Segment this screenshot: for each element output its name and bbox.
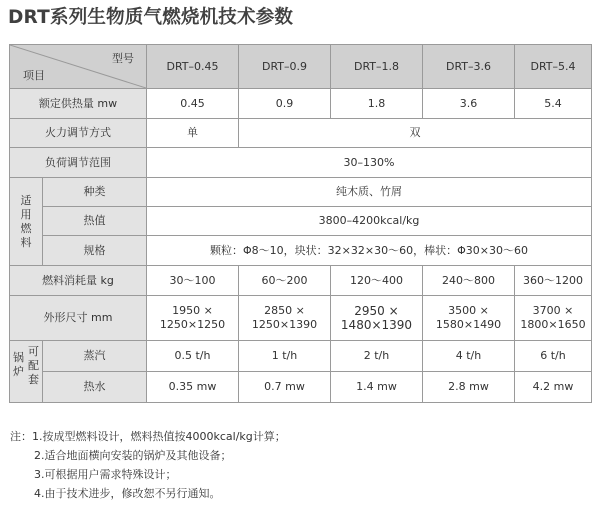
table-row [10,236,592,266]
table-cell: 5.4 [515,89,592,119]
table-cell: 1 t/h [239,341,331,372]
table-cell: 4 t/h [423,341,515,372]
table-cell: 0.9 [239,89,331,119]
table-cell: 30–130% [147,148,592,178]
table-cell: 4.2 mw [515,372,592,403]
table-row [10,178,592,207]
table-row [10,119,592,148]
row-label-calorific: 热值 [43,207,147,236]
table-cell: 2850 × 1250×1390 [239,296,331,341]
table-cell: 0.5 t/h [147,341,239,372]
table-cell: 单 [147,119,239,148]
table-cell: 2 t/h [331,341,423,372]
table-cell: 2.8 mw [423,372,515,403]
notes [10,427,286,503]
table-cell: 3.6 [423,89,515,119]
note-line: 4.由于技术进步，修改恕不另行通知。 [34,487,221,500]
row-label-dimensions: 外形尺寸 mm [10,296,147,341]
header-row [10,45,592,89]
table-cell: 240～800 [423,266,515,296]
row-label-steam: 蒸汽 [43,341,147,372]
row-label-load: 负荷调节范围 [10,148,147,178]
table-cell: 1.4 mw [331,372,423,403]
table-row [10,207,592,236]
table-row [10,89,592,119]
table-row [10,341,592,372]
row-label-water: 热水 [43,372,147,403]
table-cell: 0.45 [147,89,239,119]
header-corner-cell [10,45,147,89]
row-label-spec: 规格 [43,236,147,266]
table-cell: 纯木质、竹屑 [147,178,592,207]
table-cell: 6 t/h [515,341,592,372]
row-label-fire: 火力调节方式 [10,119,147,148]
table-cell: 颗粒：Φ8～10，块状：32×32×30～60，棒状：Φ30×30～60 [147,236,592,266]
item-label: 项目 [23,69,45,82]
page-title: DRT系列生物质气燃烧机技术参数 [8,7,294,28]
table-cell: 双 [239,119,592,148]
model-header: DRT–0.9 [239,45,331,89]
model-header: DRT–5.4 [515,45,592,89]
note-line: 2.适合地面横向安装的锅炉及其他设备； [34,449,232,462]
fuel-group-label: 适 用 燃 料 [10,178,43,266]
table-row [10,148,592,178]
table-cell: 120～400 [331,266,423,296]
spec-table [9,44,592,403]
table-cell: 360～1200 [515,266,592,296]
table-row [10,372,592,403]
table-cell: 3800–4200kcal/kg [147,207,592,236]
table-cell: 1950 × 1250×1250 [147,296,239,341]
row-label-heat: 额定供热量 mw [10,89,147,119]
table-cell: 0.35 mw [147,372,239,403]
table-cell: 3700 × 1800×1650 [515,296,592,341]
row-label-consumption: 燃料消耗量 kg [10,266,147,296]
table-cell: 30～100 [147,266,239,296]
table-cell: 0.7 mw [239,372,331,403]
boiler-group-label: 锅 炉 可 配 套 [10,341,43,403]
row-label-kind: 种类 [43,178,147,207]
note-line: 注：1.按成型燃料设计，燃料热值按4000kcal/kg计算； [10,430,286,443]
model-header: DRT–3.6 [423,45,515,89]
model-header: DRT–1.8 [331,45,423,89]
table-row [10,266,592,296]
table-cell: 2950 × 1480×1390 [331,296,423,341]
table-cell: 1.8 [331,89,423,119]
note-line: 3.可根据用户需求特殊设计； [34,468,177,481]
model-label: 型号 [112,52,134,65]
table-row [10,296,592,341]
table-cell: 60～200 [239,266,331,296]
table-cell: 3500 × 1580×1490 [423,296,515,341]
model-header: DRT–0.45 [147,45,239,89]
